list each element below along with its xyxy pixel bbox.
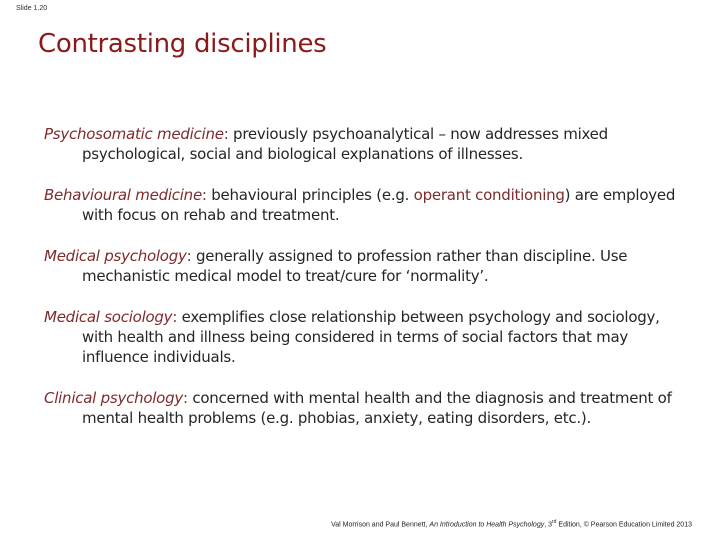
definition-text: behavioural principles (e.g. — [206, 186, 414, 204]
slide-title: Contrasting disciplines — [38, 29, 327, 59]
definition-text: generally assigned to profession rather than discipline. Use mechanistic medical model to treat/cure for ‘normality’. — [82, 247, 628, 285]
footer-publisher: Edition, © Pearson Education Limited 2013 — [556, 521, 692, 529]
highlight-operant-conditioning: operant conditioning — [413, 186, 565, 204]
term-clinical-psychology: Clinical psychology — [44, 389, 183, 407]
definition-text: previously psychoanalytical – now addresses mixed psychological, social and biological explanations of illnesses. — [82, 125, 608, 163]
content-list — [44, 124, 684, 428]
footer-authors: Val Morrison and Paul Bennett, — [331, 521, 430, 529]
list-item-psychosomatic-medicine — [44, 124, 684, 164]
footer-edition: , 3 — [544, 521, 553, 529]
citation-footer — [331, 519, 692, 528]
list-item-behavioural-medicine — [44, 185, 684, 225]
term-colon: : — [183, 389, 188, 407]
term-medical-psychology: Medical psychology — [44, 247, 187, 265]
list-item-medical-sociology — [44, 307, 684, 367]
term-colon: : — [186, 247, 192, 265]
term-psychosomatic-medicine: Psychosomatic medicine — [44, 125, 224, 143]
definition-text: ) are employed with focus on rehab and treatment. — [82, 186, 676, 224]
list-item-clinical-psychology — [44, 388, 684, 428]
slide-number: Slide 1.20 — [16, 5, 48, 12]
list-item-medical-psychology — [44, 246, 684, 286]
footer-book-title: An Introduction to Health Psychology — [429, 521, 545, 529]
term-colon: : — [201, 186, 207, 204]
term-medical-sociology: Medical sociology — [44, 308, 173, 326]
term-colon: : — [223, 125, 229, 143]
definition-text: exemplifies close relationship between psychology and sociology, with health and illness being considered in terms of social factors that may influence individuals. — [82, 308, 660, 366]
term-behavioural-medicine: Behavioural medicine — [44, 186, 202, 204]
definition-text: concerned with mental health and the diagnosis and treatment of mental health problems (e.g. phobias, anxiety, eating disorders, etc.). — [82, 389, 672, 427]
term-colon: : — [172, 308, 178, 326]
footer-edition-suffix: rd — [552, 519, 557, 525]
